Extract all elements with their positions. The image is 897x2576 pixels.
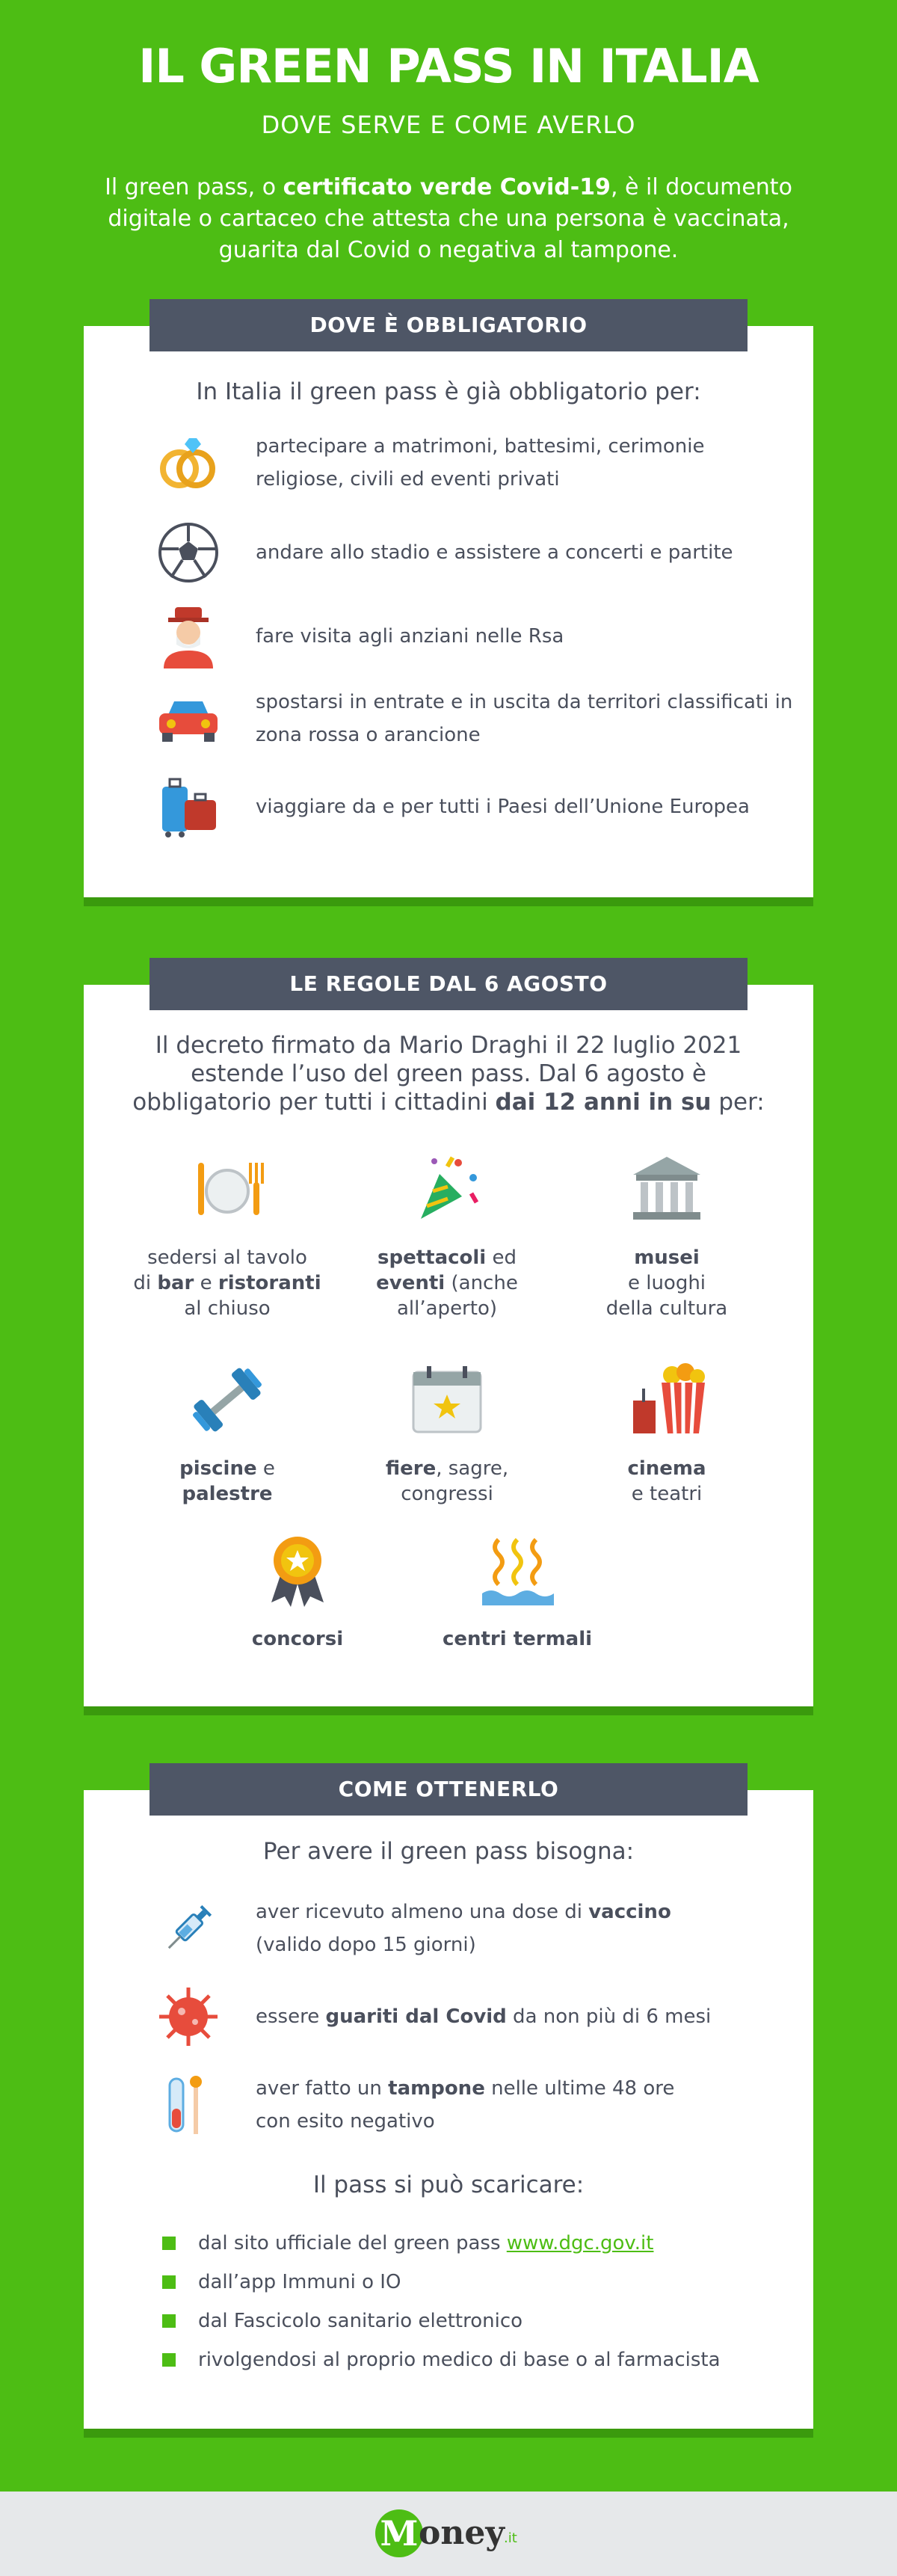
money-logo[interactable]: M oney .it bbox=[375, 2509, 525, 2562]
luggage-icon bbox=[155, 773, 222, 840]
popcorn-icon bbox=[626, 1359, 708, 1441]
section-heading-dove: DOVE È OBBLIGATORIO bbox=[150, 299, 748, 351]
dumbbell-icon bbox=[186, 1359, 268, 1441]
list-item bbox=[84, 1895, 813, 1970]
list-item: dall’app Immuni o IO bbox=[162, 2263, 775, 2302]
test-tube-icon bbox=[155, 2071, 222, 2139]
grid-item-concorsi bbox=[185, 1529, 410, 1652]
list-item bbox=[84, 429, 813, 504]
grid-item-caption: piscine e palestre bbox=[179, 1457, 275, 1505]
bullet-icon bbox=[162, 2353, 176, 2367]
grid-item-bar bbox=[115, 1148, 339, 1321]
page-title: IL GREEN PASS IN ITALIA bbox=[138, 39, 759, 93]
virus-icon bbox=[155, 1983, 222, 2050]
grid-item-caption: cinema e teatri bbox=[627, 1457, 706, 1505]
soccer-ball-icon bbox=[155, 519, 222, 586]
section3-lead: Per avere il green pass bisogna: bbox=[262, 1838, 635, 1865]
grid-item-piscine bbox=[115, 1359, 339, 1507]
section-heading-come: COME OTTENERLO bbox=[150, 1763, 748, 1816]
grid-item-spettacoli bbox=[335, 1148, 559, 1321]
car-icon bbox=[155, 685, 222, 752]
syringe-icon bbox=[155, 1895, 222, 1962]
bullet-icon bbox=[162, 2237, 176, 2250]
list-item-text: aver fatto un tampone nelle ultime 48 ore con esito negativo bbox=[256, 2077, 675, 2133]
list-item: dal Fascicolo sanitario elettronico bbox=[162, 2302, 775, 2340]
grid-item-terme bbox=[405, 1529, 629, 1652]
list-item bbox=[84, 2071, 813, 2146]
list-item bbox=[84, 1983, 813, 2058]
dgc-link[interactable]: www.dgc.gov.it bbox=[506, 2232, 654, 2254]
bullet-icon bbox=[162, 2314, 176, 2328]
card-dove-obbligatorio bbox=[84, 326, 813, 897]
list-item: dal sito ufficiale del green pass www.dgc.gov.it bbox=[162, 2224, 775, 2263]
download-title: Il pass si può scaricare: bbox=[312, 2171, 585, 2198]
footer bbox=[0, 2492, 897, 2576]
elderly-person-icon bbox=[155, 603, 222, 670]
list-item-text: essere guariti dal Covid da non più di 6 mesi bbox=[256, 2005, 712, 2028]
list-item bbox=[84, 685, 813, 760]
card-come-ottenerlo bbox=[84, 1790, 813, 2429]
intro-text: Il green pass, o certificato verde Covid-19, è il documento digitale o cartaceo che attesta che una persona è vaccinata, guarita dal Covid o negativa al tampone. bbox=[105, 174, 792, 263]
grid-item-musei bbox=[555, 1148, 779, 1321]
section1-lead: In Italia il green pass è già obbligatorio per: bbox=[196, 378, 701, 405]
list-item-text: aver ricevuto almeno una dose di vaccino (valido dopo 15 giorni) bbox=[256, 1901, 671, 1956]
dining-icon bbox=[186, 1148, 268, 1230]
section2-lead: Il decreto firmato da Mario Draghi il 22 luglio 2021 estende l’uso del green pass. Dal 6 agosto è obbligatorio per tutti i cittadini dai 12 anni in su per: bbox=[132, 1032, 765, 1116]
party-popper-icon bbox=[406, 1148, 488, 1230]
calendar-icon bbox=[406, 1359, 488, 1441]
list-item-text: spostarsi in entrate e in uscita da territori classificati in zona rossa o arancione bbox=[256, 691, 793, 746]
museum-icon bbox=[626, 1148, 708, 1230]
list-item bbox=[84, 773, 813, 848]
grid-item-fiere bbox=[335, 1359, 559, 1507]
grid-item-caption: sedersi al tavolo di bar e ristoranti al chiuso bbox=[133, 1246, 321, 1320]
grid-item-caption: centri termali bbox=[442, 1628, 593, 1650]
grid-item-caption: fiere, sagre, congressi bbox=[385, 1457, 509, 1505]
bullet-icon bbox=[162, 2275, 176, 2289]
list-item: rivolgendosi al proprio medico di base o al farmacista bbox=[162, 2340, 775, 2379]
grid-item-caption: concorsi bbox=[251, 1628, 344, 1650]
wedding-rings-icon bbox=[155, 429, 222, 497]
list-item-text: viaggiare da e per tutti i Paesi dell’Unione Europea bbox=[256, 796, 750, 818]
download-list bbox=[162, 2224, 775, 2379]
list-item-text: fare visita agli anziani nelle Rsa bbox=[256, 625, 564, 648]
medal-icon bbox=[256, 1529, 339, 1611]
grid-item-caption: musei e luoghi della cultura bbox=[605, 1246, 728, 1320]
section-heading-regole: LE REGOLE DAL 6 AGOSTO bbox=[150, 958, 748, 1010]
grid-item-caption: spettacoli ed eventi (anche all’aperto) bbox=[376, 1246, 518, 1320]
list-item-text: andare allo stadio e assistere a concerti e partite bbox=[256, 541, 733, 564]
card-regole bbox=[84, 985, 813, 1706]
list-item bbox=[84, 519, 813, 594]
page-subtitle: DOVE SERVE E COME AVERLO bbox=[261, 111, 636, 139]
grid-item-cinema bbox=[555, 1359, 779, 1507]
hot-springs-icon bbox=[476, 1529, 558, 1611]
list-item bbox=[84, 603, 813, 677]
list-item-text: partecipare a matrimoni, battesimi, cerimonie religiose, civili ed eventi privati bbox=[256, 435, 705, 491]
